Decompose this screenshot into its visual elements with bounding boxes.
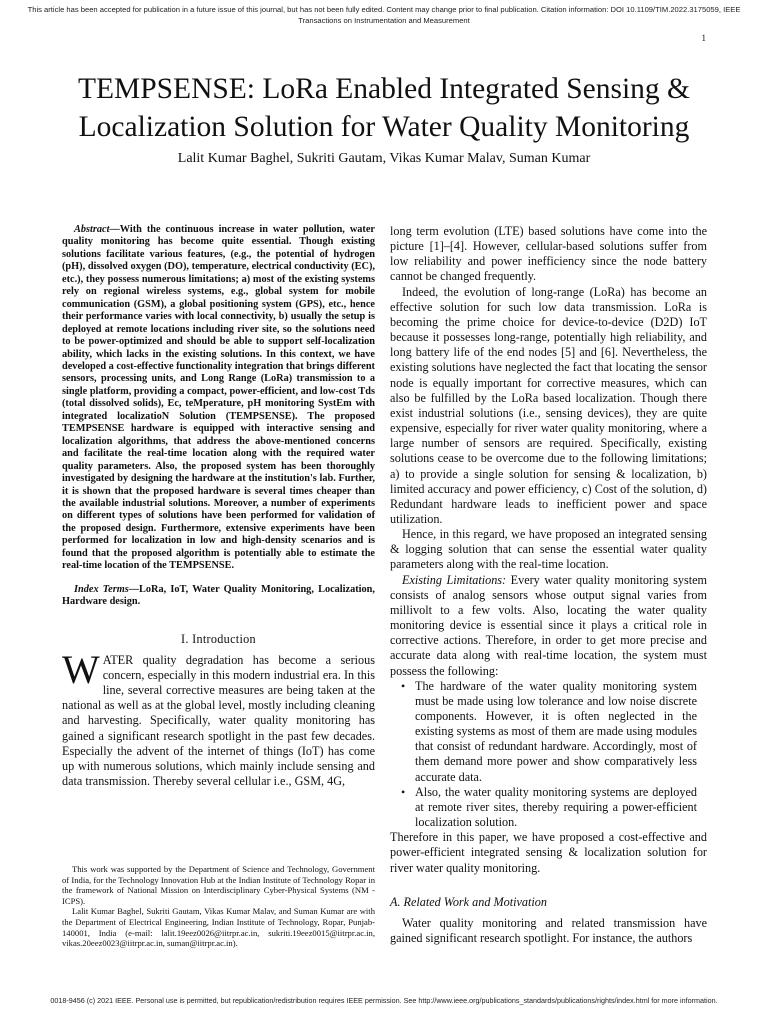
abstract <box>62 224 375 573</box>
footnote <box>62 864 375 949</box>
footnote-funding: This work was supported by the Department of Science and Technology, Government of India, for the Technology Innovation Hub at the Indian Institute of Technology Ropar in the framework of National Mission on Interdisciplinary Cyber-Physical Systems (NM - ICPS). <box>62 864 375 906</box>
body-paragraph: Hence, in this regard, we have proposed an integrated sensing & logging solution that can sense the essential water quality parameters along with the real-time location. <box>390 527 707 572</box>
banner-line-1: This article has been accepted for publication in a future issue of this journal, but has not been fully edited. Content may change prior to final publication. Citation information: DOI 10.1109/TIM.2022.3175059, IEEE <box>27 5 741 14</box>
list-item <box>401 678 707 785</box>
body-paragraph: long term evolution (LTE) based solutions have come into the picture [1]–[4]. However, cellular-based solutions suffer from low reliability and power inefficiency since the node battery cannot be changed frequently. <box>390 224 707 284</box>
title-line-2: Localization Solution for Water Quality Monitoring <box>78 111 690 143</box>
right-column <box>390 224 707 946</box>
author-list: Lalit Kumar Baghel, Sukriti Gautam, Vikas Kumar Malav, Suman Kumar <box>177 151 591 166</box>
existing-limitations-label: Existing Limitations: <box>402 572 507 587</box>
page-number: 1 <box>701 33 706 43</box>
limitations-list <box>390 679 707 831</box>
list-item-text: Also, the water quality monitoring systems are deployed at remote river sites, thereby requiring a power-efficient localization solution. <box>415 784 697 830</box>
copyright-footer: 0018-9456 (c) 2021 IEEE. Personal use is permitted, but republication/redistribution requires IEEE permission. See http://www.ieee.org/publications_standards/publications/rights/index.html for more information. <box>50 996 718 1005</box>
index-terms <box>62 584 375 609</box>
subsection-heading: A. Related Work and Motivation <box>390 894 547 909</box>
left-column <box>62 224 375 789</box>
drop-cap: W <box>62 646 100 692</box>
existing-limitations-text: Every water quality monitoring system consists of analog sensors whose output signal varies from millivolt to a few volts. Also, locating the water quality monitoring device is essential since it plays a critical role in corrective actions. Therefore, in order to get more precise and accurate data along with real-time location, the system must possess the following: <box>390 572 707 678</box>
list-item-text: The hardware of the water quality monitoring system must be made using low tolerance and low noise discrete components. However, it is often neglected in the existing systems as most of them are made using modules that consist of redundant hardware. Accordingly, most of them demand more power and show comparatively less accurate data. <box>415 678 697 784</box>
index-terms-text: —LoRa, IoT, Water Quality Monitoring, Localization, Hardware design. <box>62 583 375 608</box>
footnote-affiliation: Lalit Kumar Baghel, Sukriti Gautam, Vikas Kumar Malav, and Suman Kumar are with the Department of Electrical Engineering, Indian Institute of Technology, Ropar, Punjab-140001, India (e-mail: lalit.19eez0026@iitrpr.ac.in, sukriti.19eez0015@iitrpr.ac.in, vikas.20eez0023@iitrpr.ac.in, suman@iitrpr.ac.in). <box>62 906 375 949</box>
existing-limitations-paragraph <box>390 573 707 679</box>
abstract-label: Abstract <box>74 224 110 235</box>
list-item <box>401 784 707 830</box>
paper-title <box>30 70 738 146</box>
journal-banner <box>20 4 748 26</box>
body-paragraph: Therefore in this paper, we have proposed a cost-effective and power-efficient integrated sensing & localization solution for river water quality monitoring. <box>390 830 707 875</box>
index-terms-label: Index Terms <box>74 583 129 595</box>
bullet-icon: • <box>401 784 406 799</box>
bullet-icon: • <box>401 678 406 693</box>
banner-line-2: Transactions on Instrumentation and Measurement <box>298 16 470 25</box>
title-line-1: TEMPSENSE: LoRa Enabled Integrated Sensing & <box>77 73 691 105</box>
section-heading-introduction: I. Introduction <box>181 631 256 646</box>
abstract-text: —With the continuous increase in water pollution, water quality monitoring has become quite essential. Though existing solutions facilitate various features, (e.g., the potential of hydrogen (pH), dissolved oxygen (DO), temperature, electrical conductivity (EC), etc.), they possess numerous limitations; a) most of the existing systems rely on regional wireless systems, e.g., global system for mobile communication (GSM), a global positioning system (GPS), etc., hence their performance varies with local connectivity, b) usually the setup is deployed at remote locations including river site, so the solutions need to be power-optimized and should be able to support self-localization ability, which lacks in the existing solutions. In this context, we have developed a cost-effective functionality integration that brings different sensors, processing units, and Long Range (LoRa) transmission to a single platform, providing a compact, power-efficient, and low-cost Tds (total dissolved solids), Ec, teMperature, pH monitoring SystEm with integrated localizatioN Solution (TEMPSENSE). The proposed TEMPSENSE hardware is equipped with interactive sensing and localization algorithms, that address the above-mentioned concerns and facilitate the real-time location along with the required water quality parameters. Also, the proposed system has been thoroughly investigated by designing the hardware at the institution's lab. Further, it is shown that the proposed hardware is several times cheaper than the available industrial solutions. Moreover, a number of experiments on different types of solutions have been performed for validation of the proposed design. Furthermore, extensive experiments have been performed for localization in low and high-density scenarios and is found that the proposed algorithm is potentially able to estimate the real-time location of the TEMPSENSE. <box>62 224 375 572</box>
body-paragraph: Water quality monitoring and related transmission have gained significant research spotlight. For instance, the authors <box>390 915 707 946</box>
intro-paragraph <box>62 646 375 789</box>
body-paragraph: Indeed, the evolution of long-range (LoRa) has become an effective solution for such low data transmission. LoRa is becoming the prime choice for device-to-device (D2D) IoT because it possesses long-range, potentially high reliability, and long battery life of the end nodes [5] and [6]. Nevertheless, the existing solutions have neglected the fact that locating the sensor node is equally important for corrective measures, which can also be fulfilled by the LoRa based localization. Though there exist industrial solutions (i.e., sensing devices), they are quite expensive, especially for river water quality monitoring, where a large number of sensors are required. Specifically, existing solutions cease to be overcome due to the following limitations; a) to provide a single solution for sensing & localization, b) limited accuracy and power efficiency, c) Cost of the solution, d) Redundant hardware leads to inefficient power and space utilization. <box>390 284 707 526</box>
intro-paragraph-text: ATER quality degradation has become a serious concern, especially in this modern industrial era. In this line, several corrective measures are being taken at the national as well as at the global level, mostly including cleaning and harvesting. Specifically, water quality monitoring has gained a significant research spotlight in the past few decades. Especially the advent of the internet of things (IoT) has come up with numerous solutions, which mainly include sensing and data transmission. Thereby several cellular i.e., GSM, 4G, <box>62 652 375 788</box>
